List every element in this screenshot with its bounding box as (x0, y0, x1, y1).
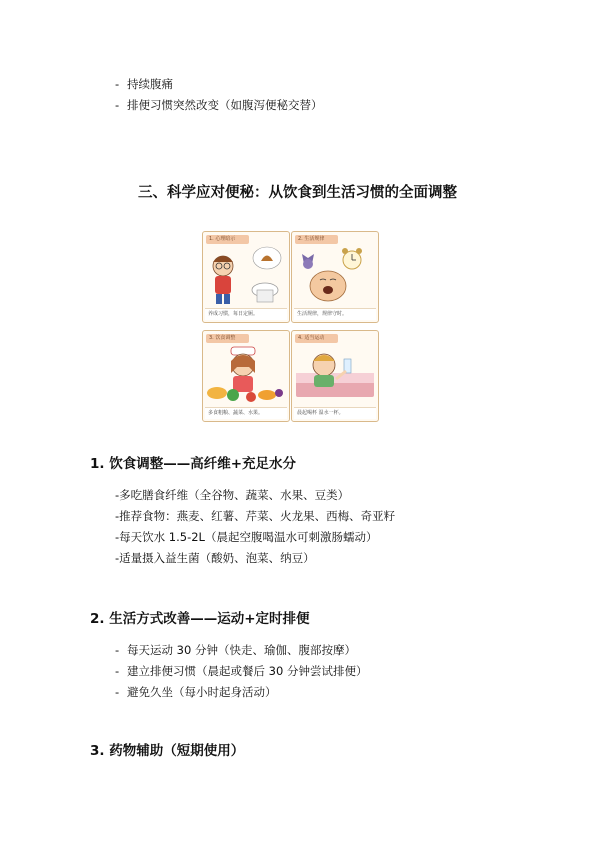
constipation-comic-illustration (202, 231, 377, 420)
panel-caption: 晨起喝杯 温水一杯。 (294, 407, 376, 419)
comic-panel (291, 231, 379, 323)
heading-diet: 1. 饮食调整——高纤维+充足水分 (90, 456, 297, 472)
morning-water-scene-icon (292, 343, 378, 409)
panel-caption: 生活规律，规律守时。 (294, 308, 376, 320)
heading-medication: 3. 药物辅助（短期使用） (90, 743, 245, 759)
toilet-scene-icon (203, 244, 289, 310)
list-item: - 建立排便习惯（晨起或餐后 30 分钟尝试排便） (115, 664, 368, 678)
panel-caption: 多食粗粮、蔬菜、水果。 (205, 407, 287, 419)
list-item: - 每天运动 30 分钟（快走、瑜伽、腹部按摩） (115, 643, 356, 657)
list-item: -适量摄入益生菌（酸奶、泡菜、纳豆） (115, 551, 315, 565)
panel-tag: 4. 适当运动 (295, 334, 338, 343)
heading-lifestyle: 2. 生活方式改善——运动+定时排便 (90, 611, 310, 627)
list-item: - 持续腹痛 (115, 77, 173, 91)
section-title: 三、科学应对便秘：从饮食到生活习惯的全面调整 (138, 185, 457, 201)
list-item: - 排便习惯突然改变（如腹泻便秘交替） (115, 98, 323, 112)
comic-panel (291, 330, 379, 422)
list-item: -每天饮水 1.5-2L（晨起空腹喝温水可刺激肠蠕动） (115, 530, 378, 544)
comic-panel (202, 231, 290, 323)
alarm-clock-scene-icon (292, 244, 378, 310)
list-item: -多吃膳食纤维（全谷物、蔬菜、水果、豆类） (115, 488, 350, 502)
list-item: - 避免久坐（每小时起身活动） (115, 685, 277, 699)
list-item: -推荐食物：燕麦、红薯、芹菜、火龙果、西梅、奇亚籽 (115, 509, 396, 523)
panel-tag: 1. 心理暗示 (206, 235, 249, 244)
panel-tag: 2. 生活规律 (295, 235, 338, 244)
comic-panel (202, 330, 290, 422)
panel-tag: 3. 饮食调整 (206, 334, 249, 343)
panel-caption: 养成习惯，每日定厕。 (205, 308, 287, 320)
vegetables-scene-icon (203, 343, 289, 409)
